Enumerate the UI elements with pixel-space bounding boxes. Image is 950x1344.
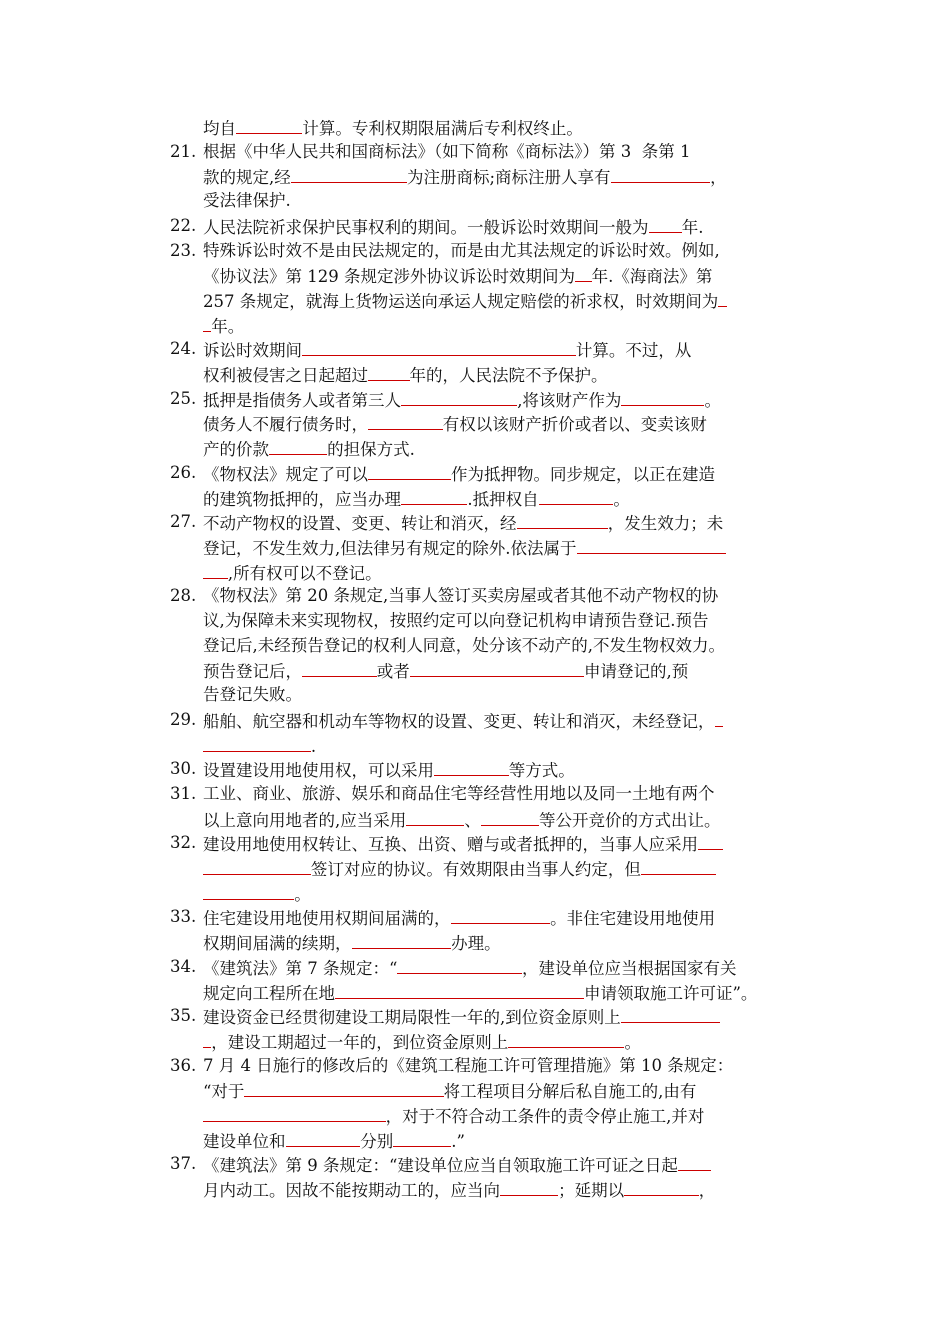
question-number: 24. bbox=[170, 339, 197, 358]
text-segment: 住宅建设用地使用权期间届满的， bbox=[203, 909, 451, 928]
text-line bbox=[203, 1104, 704, 1128]
text-line bbox=[203, 1129, 465, 1153]
text-segment: ，发生效力；未 bbox=[607, 514, 724, 533]
question-number: 21. bbox=[170, 142, 197, 161]
text-segment: 等方式。 bbox=[508, 761, 575, 780]
fill-in-blank[interactable] bbox=[335, 981, 584, 999]
question-number: 37. bbox=[170, 1154, 197, 1173]
fill-in-blank[interactable] bbox=[434, 758, 509, 776]
text-segment: 或者 bbox=[376, 662, 410, 681]
text-segment: 7 月 4 日施行的修改后的《建筑工程施工许可管理措施》第 10 条规定： bbox=[203, 1056, 734, 1075]
text-line bbox=[203, 734, 316, 758]
text-segment: 。 bbox=[704, 391, 721, 410]
fill-in-blank[interactable] bbox=[203, 857, 311, 875]
question-number: 34. bbox=[170, 957, 197, 976]
fill-in-blank[interactable] bbox=[291, 165, 407, 183]
text-segment: 船舶、航空器和机动车等物权的设置、变更、转让和消灭，未经登记， bbox=[203, 712, 715, 731]
text-line bbox=[203, 1055, 733, 1077]
text-segment: 《物权法》第 20 条规定,当事人签订买卖房屋或者其他不动产物权的协 bbox=[203, 586, 719, 605]
text-segment: 为注册商标;商标注册人享有 bbox=[406, 168, 611, 187]
fill-in-blank[interactable] bbox=[236, 116, 302, 134]
text-segment: 告登记失败。 bbox=[203, 685, 302, 704]
text-segment: 的建筑物抵押的，应当办理 bbox=[203, 490, 401, 509]
text-line bbox=[203, 462, 715, 486]
text-line bbox=[203, 511, 723, 535]
text-segment: 建设资金已经贯彻建设工期局限性一年的,到位资金原则上 bbox=[203, 1008, 621, 1027]
text-line bbox=[203, 1079, 696, 1103]
fill-in-blank[interactable] bbox=[203, 734, 311, 752]
text-segment: 年的，人民法院不予保护。 bbox=[409, 366, 608, 385]
text-line bbox=[203, 610, 709, 632]
question-number: 35. bbox=[170, 1006, 197, 1025]
text-segment: 以上意向用地者的,应当采用 bbox=[203, 811, 407, 830]
text-line bbox=[203, 1005, 720, 1029]
text-segment: 计算。专利权期限届满后专利权终止。 bbox=[302, 119, 583, 138]
text-segment: ,所有权可以不登记。 bbox=[227, 564, 382, 583]
text-segment: 预告登记后， bbox=[203, 662, 302, 681]
fill-in-blank[interactable] bbox=[406, 808, 464, 826]
text-segment: 议,为保障未来实现物权，按照约定可以向登记机构申请预告登记.预告 bbox=[203, 611, 709, 630]
text-segment: 权期间届满的续期， bbox=[203, 934, 352, 953]
fill-in-blank[interactable] bbox=[203, 1104, 386, 1122]
text-line bbox=[203, 561, 382, 585]
text-segment: 诉讼时效期间 bbox=[203, 341, 302, 360]
fill-in-blank[interactable] bbox=[500, 1178, 558, 1196]
fill-in-blank[interactable] bbox=[624, 1178, 699, 1196]
fill-in-blank[interactable] bbox=[244, 1079, 443, 1097]
text-segment: 权利被侵害之日起超过 bbox=[203, 366, 368, 385]
text-line bbox=[203, 659, 688, 683]
text-line bbox=[203, 585, 718, 607]
text-line bbox=[203, 1153, 711, 1177]
text-segment: 有权以该财产折价或者以、变卖该财 bbox=[442, 415, 707, 434]
fill-in-blank[interactable] bbox=[401, 487, 467, 505]
question-number: 29. bbox=[170, 710, 197, 729]
text-line bbox=[203, 709, 723, 733]
text-line bbox=[203, 536, 726, 560]
text-segment: 年. bbox=[681, 218, 704, 237]
text-line bbox=[203, 684, 302, 706]
question-number: 25. bbox=[170, 389, 197, 408]
fill-in-blank[interactable] bbox=[203, 882, 294, 900]
text-segment: 。 bbox=[624, 1033, 641, 1052]
text-segment: 。非住宅建设用地使用 bbox=[550, 909, 716, 928]
text-segment: 工业、商业、旅游、娱乐和商品住宅等经营性用地以及同一土地有两个 bbox=[203, 784, 715, 803]
text-segment: .抵押权自 bbox=[467, 490, 539, 509]
text-segment: ,将该财产作为 bbox=[517, 391, 622, 410]
text-line bbox=[203, 388, 721, 412]
text-line bbox=[203, 141, 690, 163]
text-segment: 建设单位和 bbox=[203, 1132, 286, 1151]
fill-in-blank[interactable] bbox=[621, 388, 704, 406]
fill-in-blank[interactable] bbox=[352, 931, 452, 949]
text-segment: 的担保方式. bbox=[327, 440, 415, 459]
text-segment: ，建设单位应当根据国家有关 bbox=[521, 959, 737, 978]
fill-in-blank[interactable] bbox=[410, 659, 584, 677]
text-line bbox=[203, 314, 244, 338]
text-line bbox=[203, 338, 691, 362]
text-line bbox=[203, 289, 727, 313]
text-line bbox=[203, 857, 716, 881]
fill-in-blank[interactable] bbox=[481, 808, 539, 826]
text-segment: 根据《中华人民共和国商标法》（如下简称《商标法》）第 3 条第 1 bbox=[203, 142, 691, 161]
fill-in-blank[interactable] bbox=[621, 1005, 721, 1023]
fill-in-blank[interactable] bbox=[451, 906, 551, 924]
text-segment: 、 bbox=[464, 811, 481, 830]
text-segment: 年.《海商法》第 bbox=[591, 267, 713, 286]
text-segment: 将工程项目分解后私自施工的,由有 bbox=[443, 1082, 697, 1101]
text-segment: 均自 bbox=[203, 119, 236, 138]
text-segment: 《建筑法》第 9 条规定：“建设单位应当自领取施工许可证之日起 bbox=[203, 1156, 678, 1175]
text-line bbox=[203, 1178, 715, 1202]
text-segment: 作为抵押物。同步规定，以正在建造 bbox=[451, 465, 715, 484]
text-segment: 设置建设用地使用权，可以采用 bbox=[203, 761, 434, 780]
fill-in-blank[interactable] bbox=[401, 388, 517, 406]
text-line bbox=[203, 981, 757, 1005]
fill-in-blank[interactable] bbox=[508, 1030, 624, 1048]
fill-in-blank[interactable] bbox=[393, 1129, 451, 1147]
question-number: 28. bbox=[170, 586, 197, 605]
fill-in-blank[interactable] bbox=[678, 1153, 711, 1171]
fill-in-blank[interactable] bbox=[611, 165, 711, 183]
fill-in-blank[interactable] bbox=[286, 1129, 361, 1147]
text-segment: 分别 bbox=[360, 1132, 394, 1151]
fill-in-blank[interactable] bbox=[368, 363, 410, 381]
text-segment: 规定向工程所在地 bbox=[203, 984, 335, 1003]
text-line bbox=[203, 264, 712, 288]
text-line bbox=[203, 116, 583, 140]
fill-in-blank[interactable] bbox=[575, 264, 592, 282]
text-segment: 人民法院祈求保护民事权利的期间。一般诉讼时效期间一般为 bbox=[203, 218, 649, 237]
text-segment: 《建筑法》第 7 条规定：“ bbox=[203, 959, 398, 978]
question-number: 32. bbox=[170, 833, 197, 852]
text-line bbox=[203, 956, 736, 980]
text-segment: 《协议法》第 129 条规定涉外协议诉讼时效期间为 bbox=[203, 267, 575, 286]
text-segment: . bbox=[310, 737, 317, 756]
text-segment: 登记后,未经预告登记的权利人同意，处分该不动产的,不发生物权效力。 bbox=[203, 636, 725, 655]
fill-in-blank[interactable] bbox=[649, 215, 682, 233]
text-segment: 登记，不发生效力,但法律另有规定的除外.依法属于 bbox=[203, 539, 577, 558]
question-number: 36. bbox=[170, 1056, 197, 1075]
text-segment: ， bbox=[698, 1181, 716, 1200]
text-line bbox=[203, 882, 311, 906]
text-segment: 年。 bbox=[211, 317, 245, 336]
text-segment: 债务人不履行债务时， bbox=[203, 415, 368, 434]
text-line bbox=[203, 437, 415, 461]
text-segment: 办理。 bbox=[451, 934, 501, 953]
text-line bbox=[203, 240, 720, 262]
question-number: 22. bbox=[170, 216, 197, 235]
text-line bbox=[203, 190, 291, 212]
question-number: 31. bbox=[170, 784, 197, 803]
text-segment: 建设用地使用权转让、互换、出资、赠与或者抵押的，当事人应采用 bbox=[203, 835, 698, 854]
fill-in-blank[interactable] bbox=[368, 412, 443, 430]
text-segment: 月内动工。因故不能按期动工的，应当向 bbox=[203, 1181, 500, 1200]
text-segment: 签订对应的协议。有效期限由当事人约定，但 bbox=[310, 860, 641, 879]
text-segment: 。 bbox=[294, 885, 311, 904]
question-number: 23. bbox=[170, 241, 197, 260]
text-segment: 产的价款 bbox=[203, 440, 269, 459]
fill-in-blank[interactable] bbox=[203, 561, 228, 579]
text-segment: “对于 bbox=[203, 1082, 245, 1101]
fill-in-blank[interactable] bbox=[698, 832, 723, 850]
text-line bbox=[203, 758, 575, 782]
text-line bbox=[203, 215, 703, 239]
text-segment: .” bbox=[451, 1132, 465, 1151]
text-segment: 不动产物权的设置、变更、转让和消灭，经 bbox=[203, 514, 517, 533]
fill-in-blank[interactable] bbox=[397, 956, 522, 974]
question-number: 27. bbox=[170, 512, 197, 531]
text-line bbox=[203, 808, 720, 832]
text-segment: 计算。不过，从 bbox=[575, 341, 692, 360]
text-line bbox=[203, 363, 608, 387]
text-segment: ；延期以 bbox=[558, 1181, 625, 1200]
text-line bbox=[203, 931, 501, 955]
text-line bbox=[203, 412, 707, 436]
text-segment: 《物权法》规定了可以 bbox=[203, 465, 368, 484]
fill-in-blank[interactable] bbox=[715, 709, 723, 727]
text-segment: 受法律保护. bbox=[203, 191, 291, 210]
text-segment: 申请登记的,预 bbox=[583, 662, 689, 681]
text-segment: 款的规定,经 bbox=[203, 168, 291, 187]
question-number: 30. bbox=[170, 759, 197, 778]
fill-in-blank[interactable] bbox=[641, 857, 716, 875]
fill-in-blank[interactable] bbox=[539, 487, 614, 505]
text-segment: 等公开竞价的方式出让。 bbox=[538, 811, 721, 830]
fill-in-blank[interactable] bbox=[718, 289, 726, 307]
question-number: 26. bbox=[170, 463, 197, 482]
text-segment: 抵押是指债务人或者第三人 bbox=[203, 391, 401, 410]
text-segment: ，对于不符合动工条件的责令停止施工,并对 bbox=[385, 1107, 705, 1126]
fill-in-blank[interactable] bbox=[368, 462, 451, 480]
text-line bbox=[203, 487, 630, 511]
text-segment: 特殊诉讼时效不是由民法规定的，而是由尤其法规定的诉讼时效。例如, bbox=[203, 241, 720, 260]
text-line bbox=[203, 165, 727, 189]
text-segment: 。 bbox=[613, 490, 630, 509]
text-segment: ， bbox=[710, 168, 727, 187]
text-segment: 申请领取施工许可证”。 bbox=[584, 984, 758, 1003]
fill-in-blank[interactable] bbox=[269, 437, 327, 455]
text-line bbox=[203, 906, 715, 930]
fill-in-blank[interactable] bbox=[517, 511, 608, 529]
question-number: 33. bbox=[170, 907, 197, 926]
text-line bbox=[203, 635, 725, 657]
text-segment: ，建设工期超过一年的，到位资金原则上 bbox=[211, 1033, 509, 1052]
text-segment: 257 条规定，就海上货物运送向承运人规定赔偿的祈求权，时效期间为 bbox=[203, 292, 719, 311]
text-line bbox=[203, 783, 715, 805]
text-line bbox=[203, 1030, 641, 1054]
text-line bbox=[203, 832, 723, 856]
fill-in-blank[interactable] bbox=[302, 338, 576, 356]
fill-in-blank[interactable] bbox=[577, 536, 726, 554]
fill-in-blank[interactable] bbox=[302, 659, 377, 677]
